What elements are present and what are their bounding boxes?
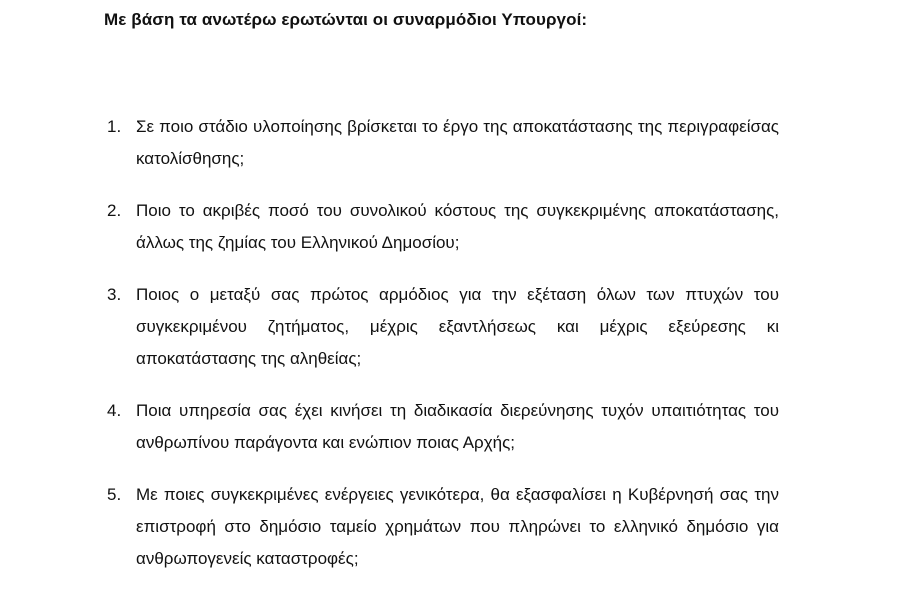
question-text: Ποιο το ακριβές ποσό του συνολικού κόστους της συγκεκριμένης αποκατάστασης, άλλως της ζημίας του Ελληνικού Δημοσίου; — [136, 201, 779, 252]
question-text: Ποια υπηρεσία σας έχει κινήσει τη διαδικασία διερεύνησης τυχόν υπαιτιότητας του ανθρωπίνου παράγοντα και ενώπιον ποιας Αρχής; — [136, 401, 779, 452]
question-number: 1. — [107, 117, 122, 136]
question-number: 5. — [107, 485, 122, 504]
question-number: 2. — [107, 201, 122, 220]
list-item — [107, 195, 779, 259]
list-item — [107, 479, 779, 575]
document-heading: Με βάση τα ανωτέρω ερωτώνται οι συναρμόδιοι Υπουργοί: — [104, 10, 588, 29]
question-text: Σε ποιο στάδιο υλοποίησης βρίσκεται το έργο της αποκατάστασης της περιγραφείσας κατολίσθησης; — [136, 117, 779, 168]
question-text: Με ποιες συγκεκριμένες ενέργειες γενικότερα, θα εξασφαλίσει η Κυβέρνησή σας την επιστροφή στο δημόσιο ταμείο χρημάτων που πληρώνει το ελληνικό δημόσιο για ανθρωπογενείς καταστροφές; — [136, 485, 779, 568]
list-item — [107, 111, 779, 175]
list-item — [107, 395, 779, 459]
question-number: 3. — [107, 285, 122, 304]
question-text: Ποιος ο μεταξύ σας πρώτος αρμόδιος για την εξέταση όλων των πτυχών του συγκεκριμένου ζητήματος, μέχρις εξαντλήσεως και μέχρις εξεύρεσης κι αποκατάστασης της αληθείας; — [136, 285, 779, 368]
list-item — [107, 279, 779, 375]
questions-list — [107, 111, 779, 595]
question-number: 4. — [107, 401, 122, 420]
